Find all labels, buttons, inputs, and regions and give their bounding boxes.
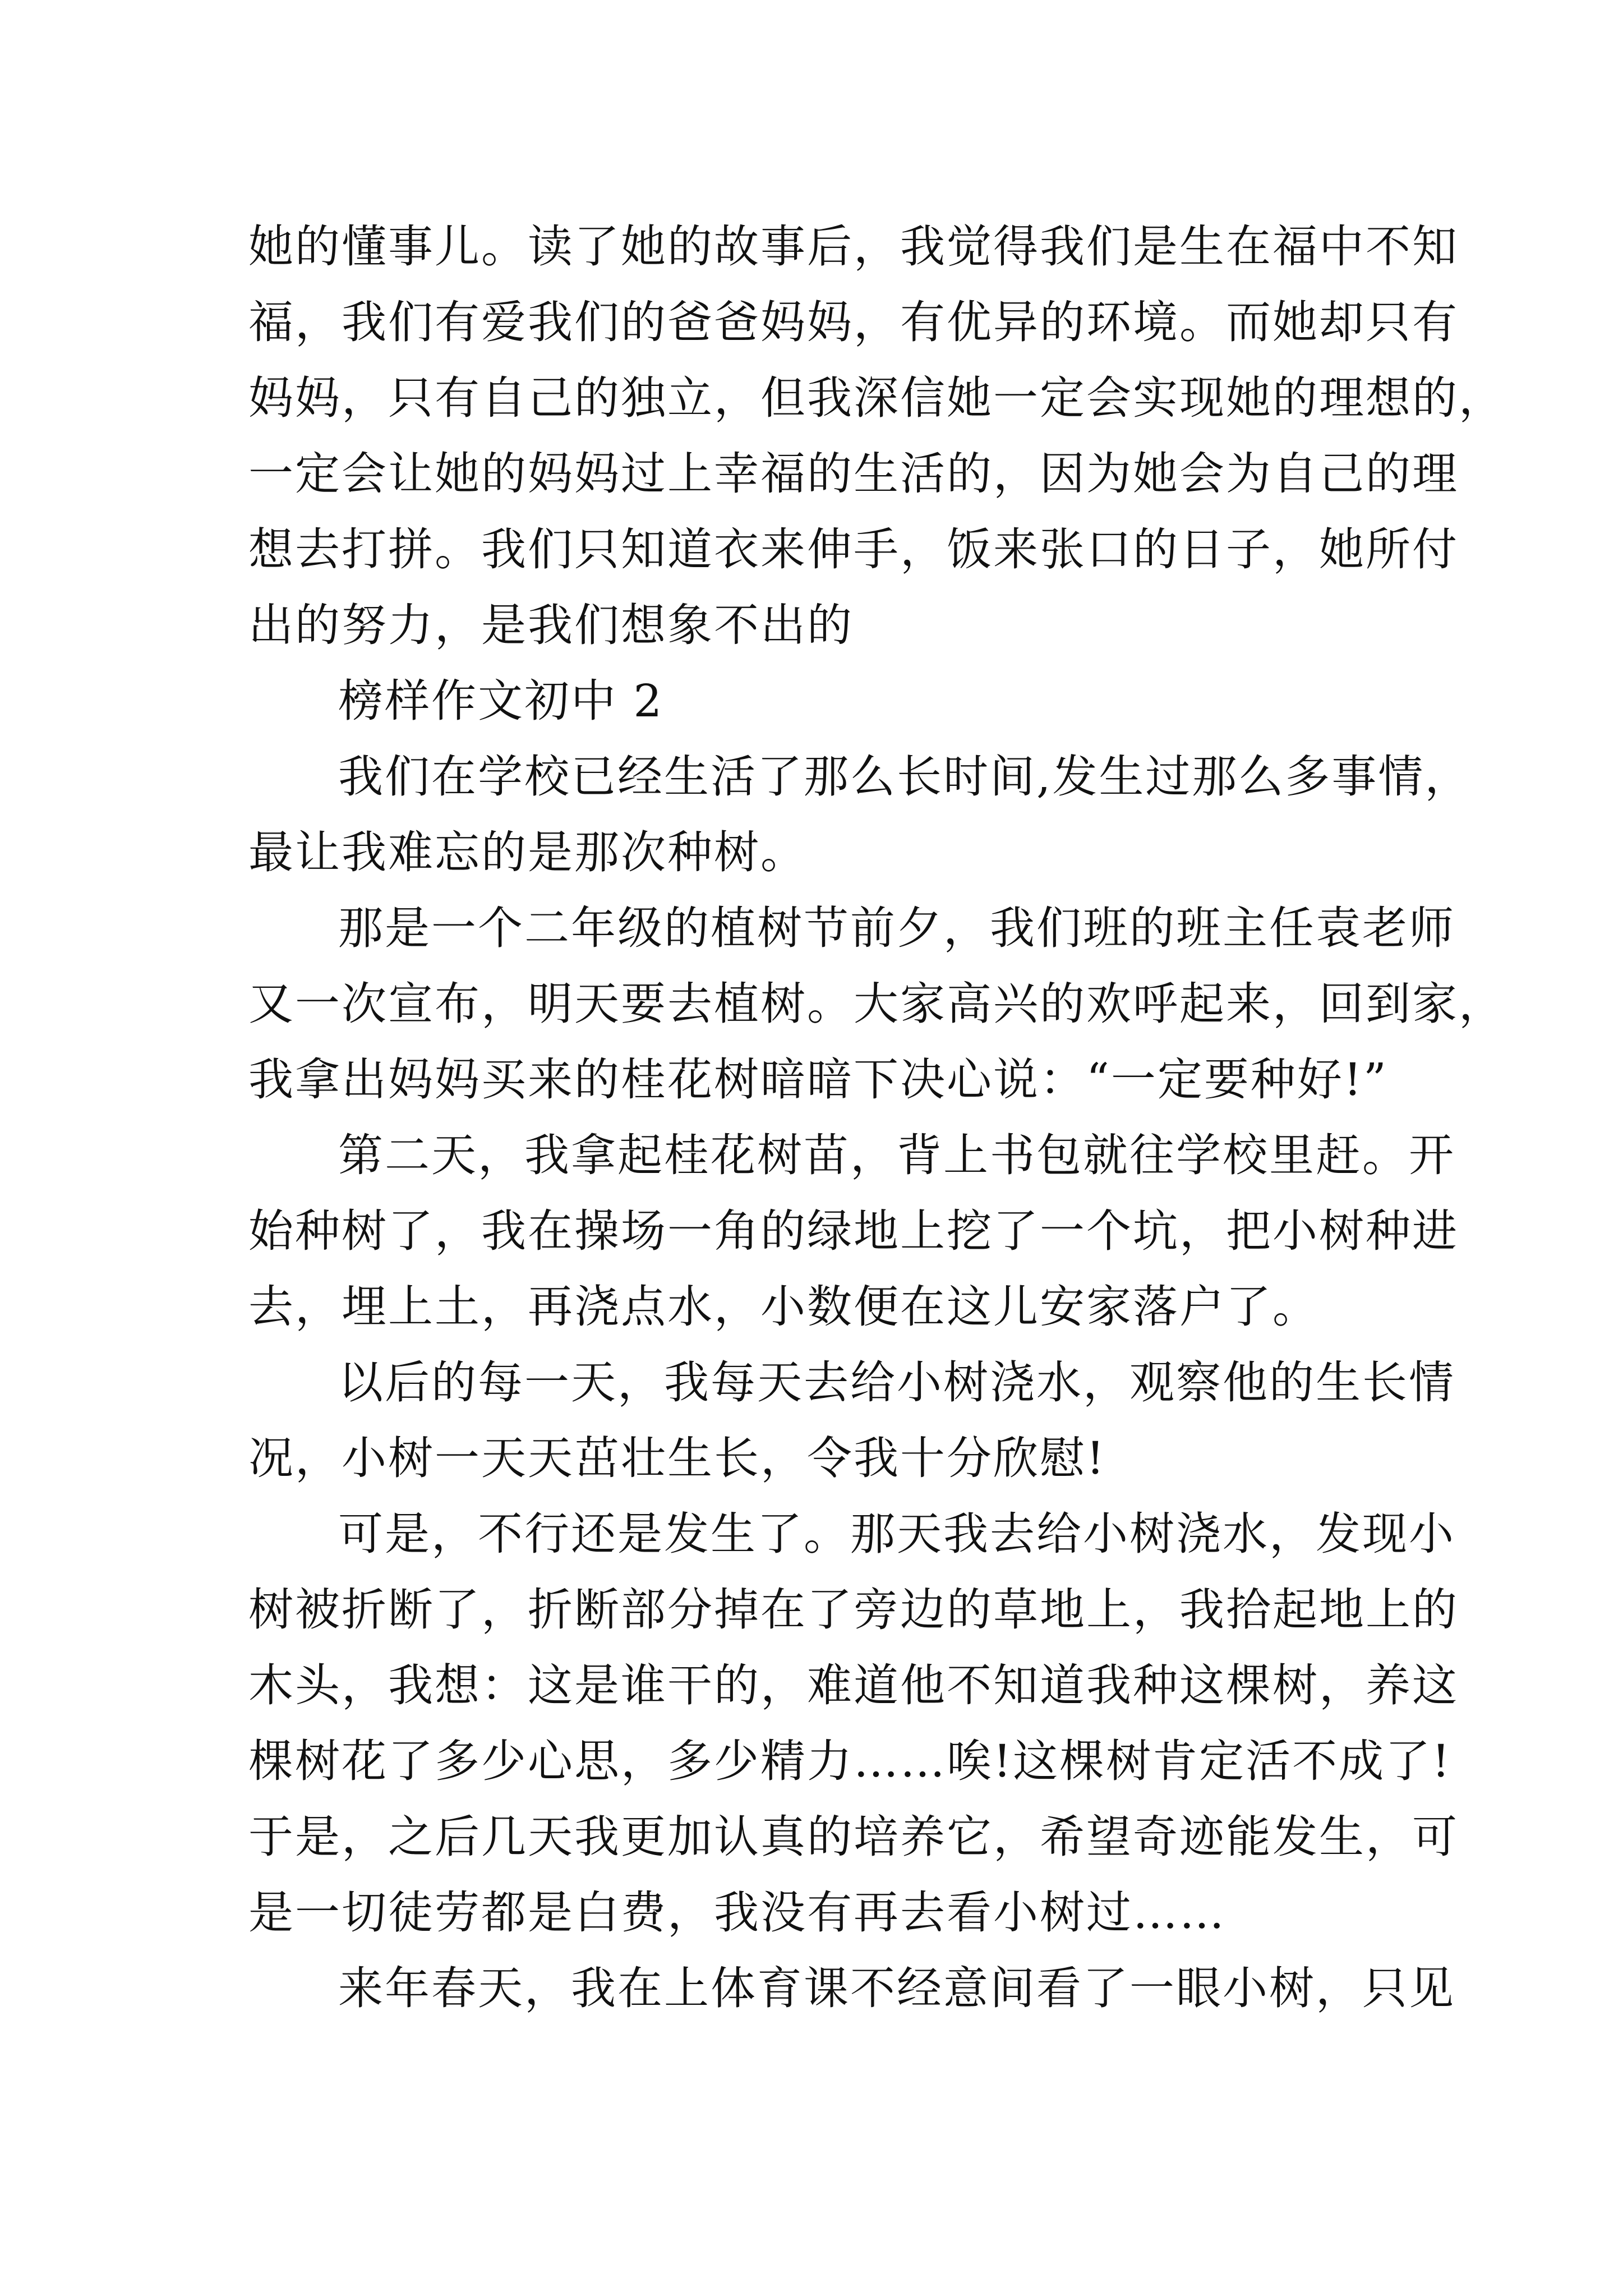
text-line: 她的懂事儿。读了她的故事后，我觉得我们是生在福中不知 [248,220,1459,273]
text-line: 那是一个二年级的植树节前夕，我们班的班主任袁老师 [338,902,1455,954]
text-line: 又一次宣布，明天要去植树。大家高兴的欢呼起来，回到家， [248,978,1505,1030]
text-line: 出的努力，是我们想象不出的 [248,599,854,651]
text-line: 是一切徒劳都是白费，我没有再去看小树过…… [248,1887,1226,1939]
text-line: 第二天，我拿起桂花树苗，背上书包就往学校里赶。开 [338,1129,1455,1181]
text-line: 妈妈，只有自己的独立，但我深信她一定会实现她的理想的， [248,372,1505,424]
text-line: 以后的每一天，我每天去给小树浇水，观察他的生长情 [338,1356,1455,1409]
text-line: 树被折断了，折断部分掉在了旁边的草地上，我拾起地上的 [248,1584,1459,1636]
text-line: 棵树花了多少心思，多少精力……唉!这棵树肯定活不成了! [248,1735,1452,1787]
text-line: 我们在学校已经生活了那么长时间,发生过那么多事情， [338,751,1472,803]
text-line: 木头，我想：这是谁干的，难道他不知道我种这棵树，养这 [248,1659,1459,1711]
text-line: 想去打拼。我们只知道衣来伸手，饭来张口的日子，她所付 [248,523,1459,576]
text-line: 来年春天，我在上体育课不经意间看了一眼小树，只见 [338,1962,1455,2014]
text-line: 始种树了，我在操场一角的绿地上挖了一个坑，把小树种进 [248,1205,1459,1257]
text-line: 去，埋上土，再浇点水，小数便在这儿安家落户了。 [248,1281,1319,1333]
text-line: 可是，不行还是发生了。那天我去给小树浇水，发现小 [338,1508,1455,1560]
text-line: 最让我难忘的是那次种树。 [248,826,807,878]
text-line: 况，小树一天天茁壮生长，令我十分欣慰! [248,1432,1106,1484]
text-line: 福，我们有爱我们的爸爸妈妈，有优异的环境。而她却只有 [248,296,1459,348]
section-heading: 榜样作文初中 2 [338,675,664,727]
text-line: 一定会让她的妈妈过上幸福的生活的，因为她会为自己的理 [248,448,1459,500]
text-line: 于是，之后几天我更加认真的培养它，希望奇迹能发生，可 [248,1811,1459,1863]
text-line: 我拿出妈妈买来的桂花树暗暗下决心说：“一定要种好!” [248,1053,1388,1106]
